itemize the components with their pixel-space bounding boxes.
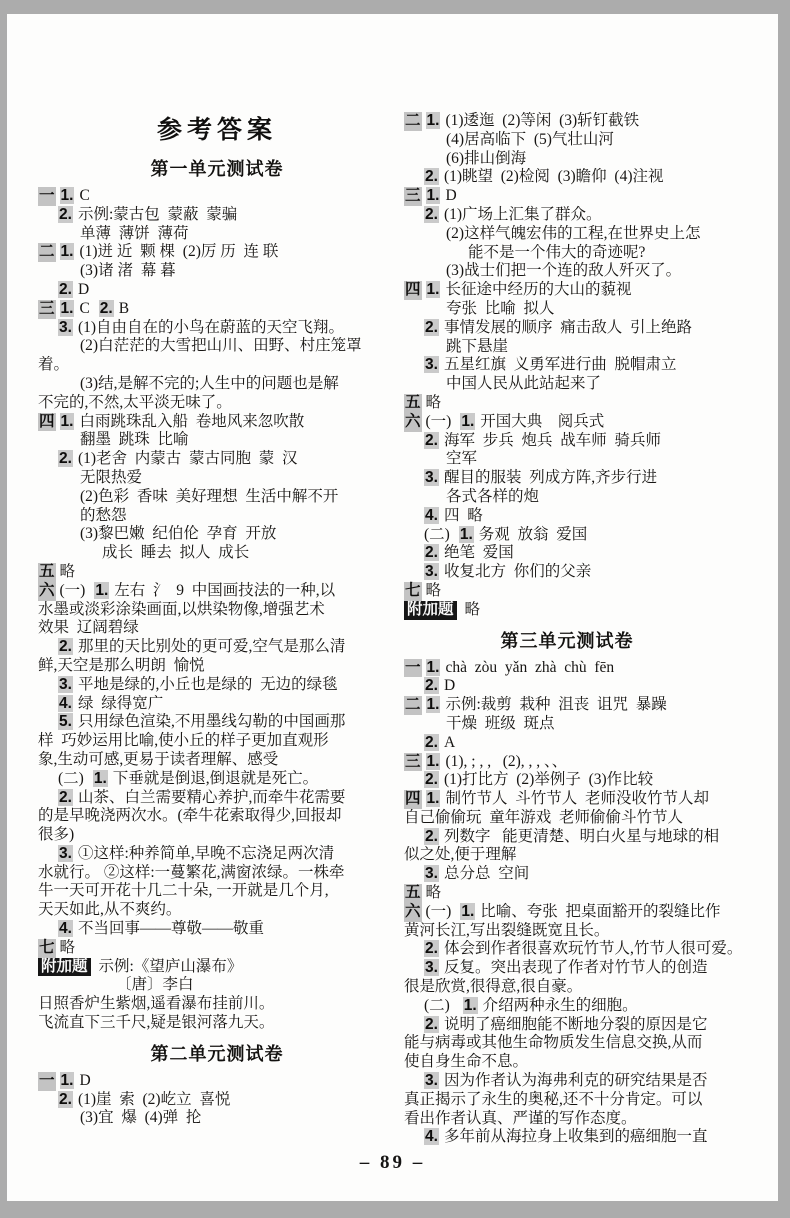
answer-text: (3)结,是解不完的;人生中的问题也是解 bbox=[80, 374, 339, 392]
answer-text: 不当回事——尊敬——敬重 bbox=[77, 920, 264, 938]
answer-text: 水墨或淡彩涂染画面,以烘染物像,增强艺术 bbox=[38, 600, 325, 618]
item-number: 3. bbox=[425, 959, 438, 977]
answer-text: 很多) bbox=[38, 826, 75, 844]
answer-text: 翻墨 跳珠 比喻 bbox=[80, 431, 189, 449]
answer-line bbox=[38, 206, 396, 225]
answer-text: ①这样:种养简单,早晚不忘浇足两次清 bbox=[77, 844, 335, 862]
answer-line bbox=[38, 356, 396, 375]
section-marker: 二 bbox=[39, 243, 55, 261]
page-number: – 89 – bbox=[359, 1152, 426, 1173]
answer-text: 反复。突出表现了作者对竹节人的创造 bbox=[443, 959, 708, 977]
item-number: 3. bbox=[425, 563, 438, 581]
answer-text: 醒目的服装 列成方阵,齐步行进 bbox=[443, 469, 658, 487]
item-number: 3. bbox=[425, 356, 438, 374]
answer-line bbox=[38, 845, 396, 864]
item-number: 1. bbox=[461, 412, 475, 430]
answer-line bbox=[38, 394, 396, 413]
answer-text: 略 bbox=[425, 393, 442, 411]
answer-text: 说明了癌细胞能不断地分裂的原因是它 bbox=[443, 1015, 708, 1033]
answer-text: 事情发展的顺序 痛击敌人 引上绝路 bbox=[443, 318, 692, 336]
answer-line bbox=[404, 959, 730, 978]
answer-text: C bbox=[79, 299, 90, 317]
left-column bbox=[38, 116, 396, 1128]
answer-line bbox=[38, 807, 396, 826]
answer-text: 介绍两种永生的细胞。 bbox=[482, 996, 638, 1014]
answer-text: 收复北方 你们的父亲 bbox=[443, 563, 592, 581]
item-number: 1. bbox=[60, 187, 74, 204]
answer-text: (二) bbox=[58, 769, 84, 787]
answer-text: (1)逶迤 (2)等闲 (3)斩钉截铁 bbox=[445, 112, 640, 129]
answer-line bbox=[38, 243, 396, 262]
answer-text: (3)诸 渚 幕 暮 bbox=[80, 262, 176, 280]
answer-text: 只用绿色渲染,不用墨线勾勒的中国画那 bbox=[77, 713, 346, 731]
answer-text: 的愁怨 bbox=[80, 506, 127, 524]
answer-line bbox=[38, 882, 396, 901]
answer-line bbox=[38, 638, 396, 657]
answer-text: 务观 放翁 爱国 bbox=[478, 525, 588, 543]
bonus-question-marker: 附加题 bbox=[38, 958, 91, 977]
answer-text: 象,生动可感,更易于读者理解、感受 bbox=[38, 750, 279, 768]
answer-line bbox=[38, 507, 396, 526]
answer-line bbox=[404, 1072, 730, 1091]
answer-text: 各式各样的炮 bbox=[446, 487, 540, 505]
answer-text: A bbox=[443, 733, 456, 751]
answer-line bbox=[404, 507, 730, 526]
answer-text: 略 bbox=[464, 600, 481, 618]
answer-text: (3)宜 爆 (4)弹 抡 bbox=[80, 1109, 202, 1127]
item-number: 2. bbox=[59, 205, 72, 223]
answer-line bbox=[404, 659, 730, 678]
section-marker: 四 bbox=[405, 281, 421, 299]
bonus-question-marker: 附加题 bbox=[404, 601, 457, 620]
answer-line bbox=[38, 713, 396, 732]
answer-text: 夸张 比喻 拟人 bbox=[446, 299, 555, 317]
item-number: 3. bbox=[59, 318, 72, 336]
answer-key-page bbox=[7, 14, 778, 1201]
answer-line bbox=[404, 432, 730, 451]
answer-line bbox=[404, 112, 730, 131]
answer-line bbox=[38, 657, 396, 676]
unit-heading: 第二单元测试卷 bbox=[150, 1043, 284, 1064]
answer-line bbox=[404, 1016, 730, 1035]
answer-text: 单薄 薄饼 薄荷 bbox=[80, 224, 189, 242]
item-number: 2. bbox=[425, 1015, 438, 1033]
answer-line bbox=[404, 696, 730, 715]
item-number: 3. bbox=[425, 1072, 438, 1090]
answer-text: 绝笔 爱国 bbox=[443, 544, 514, 562]
section-marker: 一 bbox=[405, 658, 421, 676]
answer-text: 着。 bbox=[38, 356, 70, 374]
answer-text: D bbox=[445, 187, 457, 205]
item-number: 2. bbox=[425, 940, 438, 958]
answer-text: 干燥 班级 斑点 bbox=[446, 714, 555, 732]
answer-text: D bbox=[77, 280, 90, 298]
answer-text: chà zòu yǎn zhà chù fēn bbox=[445, 658, 615, 676]
answer-line bbox=[404, 677, 730, 696]
answer-line bbox=[404, 771, 730, 790]
answer-line bbox=[38, 337, 396, 356]
answer-line bbox=[38, 413, 396, 432]
answer-line bbox=[404, 356, 730, 375]
answer-text: 空军 bbox=[446, 450, 478, 468]
section-marker: 三 bbox=[405, 752, 421, 770]
answer-line bbox=[404, 338, 730, 357]
answer-text: 中国人民从此站起来了 bbox=[446, 375, 602, 393]
answer-line bbox=[404, 225, 730, 244]
item-number: 1. bbox=[60, 412, 74, 430]
answer-text: 绿 绿得宽广 bbox=[77, 694, 164, 712]
answer-line bbox=[404, 413, 730, 432]
item-number: 3. bbox=[425, 865, 438, 883]
item-number: 2. bbox=[425, 168, 438, 186]
item-number: 2. bbox=[425, 677, 438, 695]
answer-line bbox=[404, 734, 730, 753]
item-number: 2. bbox=[425, 431, 438, 449]
answer-text: (4)居高临下 (5)气壮山河 bbox=[446, 130, 614, 148]
answer-line bbox=[404, 922, 730, 941]
answer-text: (1)老舍 内蒙古 蒙古同胞 蒙 汉 bbox=[77, 450, 298, 468]
answer-text: 比喻、夸张 把桌面豁开的裂缝比作 bbox=[480, 902, 721, 920]
answer-line bbox=[404, 187, 730, 206]
answer-text: 黄河长江,写出裂缝既宽且长。 bbox=[404, 921, 610, 939]
answer-text: 成长 睡去 拟人 成长 bbox=[102, 544, 250, 562]
answer-line bbox=[404, 809, 730, 828]
answer-line bbox=[404, 319, 730, 338]
item-number: 2. bbox=[425, 771, 438, 789]
section-marker: 六 bbox=[405, 902, 421, 920]
answer-text: 略 bbox=[425, 581, 442, 599]
answer-text: 下垂就是倒退,倒退就是死亡。 bbox=[112, 769, 319, 787]
item-number: 2. bbox=[59, 638, 72, 656]
answer-text: 水就行。 ②这样:一蔓繁花,满窗浓绿。一株牵 bbox=[38, 863, 345, 881]
answer-line bbox=[404, 1091, 730, 1110]
answer-line bbox=[404, 1053, 730, 1072]
item-number: 4. bbox=[59, 920, 72, 938]
answer-line bbox=[38, 1091, 396, 1110]
answer-line bbox=[38, 375, 396, 394]
item-number: 3. bbox=[59, 844, 72, 862]
answer-line bbox=[38, 582, 396, 601]
item-number: 3. bbox=[425, 469, 438, 487]
item-number: 1. bbox=[60, 243, 74, 261]
item-number: 1. bbox=[426, 790, 440, 808]
answer-line bbox=[38, 187, 396, 206]
answer-text: 制竹节人 斗竹节人 老师没收竹节人却 bbox=[445, 790, 709, 808]
answer-text: (2)这样气魄宏伟的工程,在世界史上怎 bbox=[446, 224, 701, 242]
answer-text: 示例:裁剪 栽种 沮丧 诅咒 暴躁 bbox=[445, 696, 667, 714]
item-number: 2. bbox=[99, 299, 113, 317]
item-number: 3. bbox=[59, 675, 72, 693]
answer-line bbox=[404, 1110, 730, 1129]
section-marker: 七 bbox=[405, 581, 421, 599]
item-number: 1. bbox=[426, 112, 440, 129]
answer-text: 飞流直下三千尺,疑是银河落九天。 bbox=[38, 1014, 275, 1032]
answer-line bbox=[404, 601, 730, 620]
answer-line bbox=[404, 526, 730, 545]
answer-text: (1)打比方 (2)举例子 (3)作比较 bbox=[443, 771, 654, 789]
answer-text: 使自身生命不息。 bbox=[404, 1053, 529, 1071]
answer-text: 略 bbox=[59, 562, 76, 580]
answer-text: (1)崖 索 (2)屹立 喜悦 bbox=[77, 1090, 231, 1108]
answer-text: 自己偷偷玩 童年游戏 老师偷偷斗竹节人 bbox=[404, 808, 684, 826]
answer-line bbox=[404, 1034, 730, 1053]
answer-line bbox=[38, 864, 396, 883]
answer-text: 的是早晚浇两次水。(牵牛花索取得少,回报却 bbox=[38, 807, 342, 825]
answer-line bbox=[404, 978, 730, 997]
answer-line bbox=[38, 619, 396, 638]
right-column bbox=[404, 112, 743, 1147]
answers-title: 参考答案 bbox=[156, 116, 277, 144]
item-number: 1. bbox=[60, 1071, 74, 1089]
answer-line bbox=[38, 450, 396, 469]
answer-line bbox=[404, 846, 730, 865]
answer-line bbox=[38, 563, 396, 582]
item-number: 1. bbox=[93, 769, 107, 787]
answer-line bbox=[404, 469, 730, 488]
section-marker: 三 bbox=[39, 299, 55, 317]
answer-line bbox=[38, 601, 396, 620]
answer-line bbox=[404, 903, 730, 922]
answer-line bbox=[38, 281, 396, 300]
answer-line bbox=[404, 997, 730, 1016]
answer-text: 列数字 能更清楚、明白火星与地球的相 bbox=[443, 827, 720, 845]
answer-line bbox=[38, 676, 396, 695]
answer-text: 不完的,不然,太平淡无味了。 bbox=[38, 393, 232, 411]
item-number: 2. bbox=[59, 280, 72, 298]
answer-line bbox=[404, 300, 730, 319]
answer-text: 略 bbox=[59, 938, 76, 956]
item-number: 1. bbox=[459, 525, 473, 543]
item-number: 4. bbox=[425, 1128, 438, 1146]
answer-text: 因为作者认为海弗利克的研究结果是否 bbox=[443, 1072, 708, 1090]
answer-text: (一) bbox=[425, 902, 452, 920]
answer-text: 看出作者认真、严谨的写作态度。 bbox=[404, 1109, 637, 1127]
item-number: 2. bbox=[59, 788, 72, 806]
item-number: 2. bbox=[425, 318, 438, 336]
section-marker: 二 bbox=[405, 696, 421, 714]
answer-text: 白雨跳珠乱入船 卷地风来忽吹散 bbox=[79, 412, 305, 430]
answer-line bbox=[38, 751, 396, 770]
answer-text: (1), ; , , (2), , , 、、 bbox=[445, 752, 568, 770]
answer-text: 能不是一个伟大的奇迹呢? bbox=[468, 243, 646, 261]
section-marker: 二 bbox=[405, 112, 421, 129]
answer-text: 很是欣赏,很得意,很自豪。 bbox=[404, 978, 583, 996]
answer-line bbox=[38, 695, 396, 714]
answer-text: D bbox=[443, 677, 456, 695]
answer-text: 开国大典 阅兵式 bbox=[480, 412, 605, 430]
answer-line bbox=[404, 940, 743, 959]
section-marker: 六 bbox=[39, 581, 55, 599]
section-marker: 五 bbox=[405, 884, 421, 902]
answer-line bbox=[38, 732, 396, 751]
answer-text: 能与病毒或其他生命物质发生信息交换,从而 bbox=[404, 1034, 703, 1052]
section-marker: 三 bbox=[405, 187, 421, 205]
answer-line bbox=[404, 244, 730, 263]
answer-line bbox=[38, 525, 396, 544]
answer-line bbox=[38, 976, 396, 995]
answer-text: 山茶、白兰需要精心养护,而牵牛花需要 bbox=[77, 788, 346, 806]
answer-text: (3)战士们把一个连的敌人歼灭了。 bbox=[446, 262, 682, 280]
answer-line bbox=[404, 394, 730, 413]
answer-line bbox=[404, 1128, 730, 1147]
section-marker: 四 bbox=[405, 790, 421, 808]
answer-line bbox=[404, 753, 730, 772]
answer-text: 牛一天可开花十几二十朵, 一开就是几个月, bbox=[38, 882, 329, 900]
answer-text: 平地是绿的,小丘也是绿的 无边的绿毯 bbox=[77, 675, 338, 693]
unit-heading: 第一单元测试卷 bbox=[150, 159, 284, 179]
answer-text: (2)白茫茫的大雪把山川、田野、村庄笼罩 bbox=[80, 337, 362, 355]
item-number: 1. bbox=[426, 281, 440, 299]
answer-text: (3)黎巴嫩 纪伯伦 孕育 开放 bbox=[80, 525, 277, 543]
answer-text: 鲜,天空是那么明朗 愉悦 bbox=[38, 656, 205, 674]
section-marker: 五 bbox=[39, 562, 55, 580]
answer-text: 体会到作者很喜欢玩竹节人,竹节人很可爱。 bbox=[443, 940, 743, 958]
answer-line bbox=[404, 790, 730, 809]
answer-text: 四 略 bbox=[443, 506, 483, 524]
section-marker: 一 bbox=[39, 1071, 55, 1089]
answer-line bbox=[38, 319, 396, 338]
answer-line bbox=[38, 469, 396, 488]
item-number: 2. bbox=[425, 205, 438, 223]
answer-text: 似之处,便于理解 bbox=[404, 846, 517, 864]
item-number: 1. bbox=[60, 299, 74, 317]
answer-line bbox=[38, 300, 396, 319]
answer-line bbox=[38, 488, 396, 507]
answer-line bbox=[38, 262, 396, 281]
item-number: 1. bbox=[426, 696, 440, 714]
answer-text: 效果 辽阔碧绿 bbox=[38, 619, 139, 637]
section-marker: 六 bbox=[405, 412, 421, 430]
item-number: 1. bbox=[463, 996, 477, 1014]
answer-line bbox=[404, 450, 730, 469]
item-number: 1. bbox=[426, 187, 440, 205]
answer-line bbox=[404, 168, 730, 187]
answer-line bbox=[404, 715, 730, 734]
answer-text: (一) bbox=[425, 412, 452, 430]
answer-line bbox=[404, 262, 730, 281]
item-number: 2. bbox=[425, 827, 438, 845]
answer-line bbox=[38, 939, 396, 958]
answer-line bbox=[404, 150, 730, 169]
item-number: 5. bbox=[59, 713, 72, 731]
answer-text: 样 巧妙运用比喻,使小丘的样子更加直观形 bbox=[38, 732, 329, 750]
answer-line bbox=[404, 281, 730, 300]
answer-text: 那里的天比别处的更可爱,空气是那么清 bbox=[77, 638, 346, 656]
answer-text: (1)广场上汇集了群众。 bbox=[443, 205, 602, 223]
answer-text: (二) bbox=[424, 996, 454, 1014]
answer-line bbox=[38, 1109, 396, 1128]
answer-text: 天天如此,从不爽约。 bbox=[38, 901, 182, 919]
answer-text: (1)迸 近 颗 棵 (2)厉 历 连 联 bbox=[79, 243, 279, 261]
answer-text: 左右 氵 9 中国画技法的一种,以 bbox=[114, 581, 336, 599]
answer-line bbox=[404, 206, 730, 225]
answer-line bbox=[38, 789, 396, 808]
answer-line bbox=[38, 431, 396, 450]
answer-line bbox=[38, 770, 396, 789]
answer-line bbox=[38, 958, 396, 977]
section-marker: 七 bbox=[39, 938, 55, 956]
item-number: 2. bbox=[425, 544, 438, 562]
item-number: 2. bbox=[59, 450, 72, 468]
item-number: 1. bbox=[426, 752, 440, 770]
answer-line bbox=[404, 563, 730, 582]
answer-text: 示例:蒙古包 蒙蔽 蒙骗 bbox=[77, 205, 238, 223]
answer-line bbox=[404, 488, 730, 507]
item-number: 1. bbox=[95, 581, 109, 599]
answer-text: (2)色彩 香味 美好理想 生活中解不开 bbox=[80, 487, 339, 505]
item-number: 2. bbox=[425, 733, 438, 751]
answer-text: B bbox=[118, 299, 130, 317]
answer-text: 长征途中经历的大山的藐视 bbox=[445, 281, 632, 299]
answer-text: (1)自由自在的小鸟在蔚蓝的天空飞翔。 bbox=[77, 318, 345, 336]
answer-text: 日照香炉生紫烟,遥看瀑布挂前川。 bbox=[38, 995, 275, 1013]
answer-text: (二) bbox=[424, 525, 450, 543]
section-marker: 一 bbox=[39, 187, 55, 204]
answer-line bbox=[38, 826, 396, 845]
answer-line bbox=[38, 920, 396, 939]
section-marker: 五 bbox=[405, 393, 421, 411]
answer-line bbox=[38, 1014, 396, 1033]
answer-line bbox=[38, 995, 396, 1014]
answer-text: C bbox=[79, 187, 90, 204]
answer-text: 无限热爱 bbox=[80, 468, 143, 486]
item-number: 1. bbox=[426, 658, 440, 676]
answer-text: 多年前从海拉身上收集到的癌细胞一直 bbox=[443, 1128, 708, 1146]
answer-line bbox=[404, 828, 730, 847]
answer-text: 跳下悬崖 bbox=[446, 337, 509, 355]
answer-text: 真正揭示了永生的奥秘,还不十分肯定。可以 bbox=[404, 1090, 703, 1108]
answer-line bbox=[38, 1072, 396, 1091]
answer-text: 总分总 空间 bbox=[443, 865, 530, 883]
item-number: 1. bbox=[461, 902, 475, 920]
item-number: 4. bbox=[59, 694, 72, 712]
answer-line bbox=[404, 884, 730, 903]
answer-line bbox=[404, 582, 730, 601]
answer-line bbox=[404, 544, 730, 563]
answer-line bbox=[404, 865, 730, 884]
unit-heading: 第三单元测试卷 bbox=[500, 630, 634, 651]
answer-text: 〔唐〕李白 bbox=[116, 976, 194, 994]
answer-line bbox=[38, 544, 396, 563]
item-number: 2. bbox=[59, 1090, 72, 1108]
section-marker: 四 bbox=[39, 412, 55, 430]
answer-text: (1)眺望 (2)检阅 (3)瞻仰 (4)注视 bbox=[443, 168, 664, 186]
answer-line bbox=[38, 901, 396, 920]
answer-text: 示例:《望庐山瀑布》 bbox=[98, 957, 243, 975]
answer-line bbox=[404, 131, 730, 150]
answer-line bbox=[38, 225, 396, 244]
answer-text: (6)排山倒海 bbox=[446, 149, 527, 167]
answer-text: 略 bbox=[425, 884, 442, 902]
answer-text: 五星红旗 义勇军进行曲 脱帽肃立 bbox=[443, 356, 677, 374]
answer-text: 海军 步兵 炮兵 战车师 骑兵师 bbox=[443, 431, 661, 449]
item-number: 4. bbox=[425, 506, 438, 524]
answer-line bbox=[404, 375, 730, 394]
answer-text: (一) bbox=[59, 581, 86, 599]
answer-text: D bbox=[79, 1071, 91, 1089]
